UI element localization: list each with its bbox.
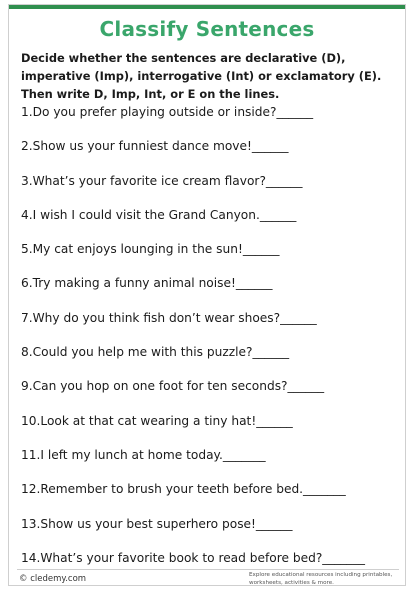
question-2: 2.Show us your funniest dance move!______	[21, 139, 289, 154]
question-list	[21, 103, 405, 583]
worksheet-title: Classify Sentences	[99, 17, 315, 41]
question-10: 10.Look at that cat wearing a tiny hat!______	[21, 413, 293, 428]
question-9: 9.Can you hop on one foot for ten seconds?______	[21, 379, 325, 394]
question-12: 12.Remember to brush your teeth before bed._______	[21, 482, 346, 497]
footer-note: Explore educational resources including printables, worksheets, activities & more.	[249, 572, 393, 586]
footer-divider	[17, 569, 399, 570]
question-1: 1.Do you prefer playing outside or inside?______	[21, 105, 314, 119]
footer-copyright: © cledemy.com	[19, 574, 87, 584]
question-6: 6.Try making a funny animal noise!______	[21, 276, 273, 291]
question-11: 11.I left my lunch at home today._______	[21, 447, 266, 462]
question-5: 5.My cat enjoys lounging in the sun!______	[21, 242, 280, 257]
question-4: 4.I wish I could visit the Grand Canyon.______	[21, 207, 297, 222]
question-3: 3.What’s your favorite ice cream flavor?______	[21, 173, 303, 188]
question-8: 8.Could you help me with this puzzle?______	[21, 345, 290, 360]
accent-bar	[9, 5, 405, 9]
worksheet-page	[8, 4, 406, 586]
question-13: 13.Show us your best superhero pose!______	[21, 516, 293, 531]
worksheet-instructions: Decide whether the sentences are declarative (D), imperative (Imp), interrogative (Int) or exclamatory (E). Then write D, Imp, Int, or E on the lines.	[21, 51, 382, 101]
question-14: 14.What’s your favorite book to read before bed?_______	[21, 550, 365, 565]
question-7: 7.Why do you think fish don’t wear shoes?______	[21, 310, 317, 325]
